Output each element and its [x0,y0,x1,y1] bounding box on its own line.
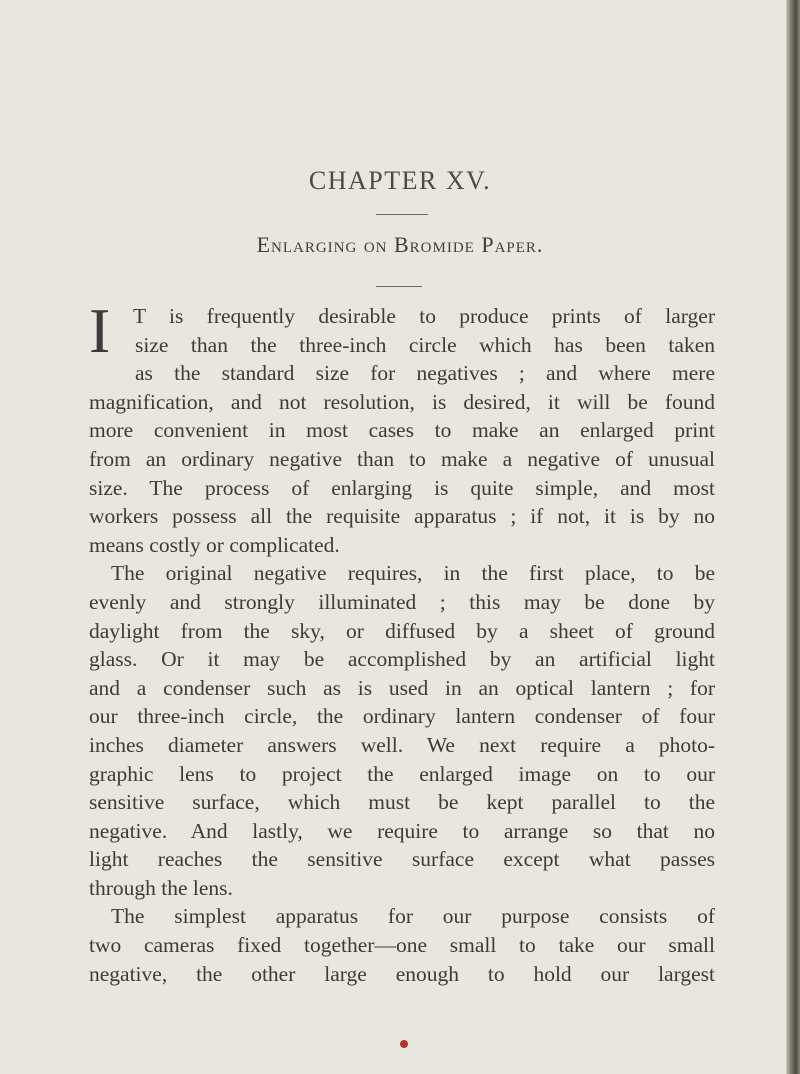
title-divider [376,214,428,215]
text-line: two cameras fixed together—one small to take our small [89,933,715,958]
drop-cap: I [89,295,111,366]
ink-spot [400,1040,408,1048]
book-page-edge [786,0,800,1074]
text-line: sensitive surface, which must be kept parallel to the [89,790,715,815]
text-line: T is frequently desirable to produce prints of larger [133,304,715,328]
text-line: size than the three-inch circle which has been taken [135,332,715,357]
text-line: through the lens. [89,875,233,900]
text-line: evenly and strongly illuminated ; this may be done by [89,589,715,614]
text-line: The original negative requires, in the first place, to be [111,561,715,586]
text-line: workers possess all the requisite apparatus ; if not, it is by no [89,504,715,529]
text-line: as the standard size for negatives ; and where mere [135,361,715,386]
text-line: glass. Or it may be accomplished by an artificial light [89,647,715,672]
section-title: Enlarging on Bromide Paper. [256,232,544,257]
text-line: more convenient in most cases to make an enlarged print [89,418,715,443]
text-line: size. The process of enlarging is quite simple, and most [89,475,715,500]
text-line: The simplest apparatus for our purpose consists of [111,904,715,929]
text-line: inches diameter answers well. We next require a photo- [89,732,715,757]
text-line: negative. And lastly, we require to arrange so that no [89,818,715,843]
text-line: daylight from the sky, or diffused by a sheet of ground [89,618,715,643]
body-text [89,295,715,988]
text-line: magnification, and not resolution, is desired, it will be found [89,389,715,414]
section-divider [376,286,422,287]
text-line: our three-inch circle, the ordinary lantern condenser of four [89,704,715,729]
text-line: graphic lens to project the enlarged image on to our [89,761,715,786]
text-line: means costly or complicated. [89,532,340,557]
text-line: and a condenser such as is used in an optical lantern ; for [89,675,715,700]
text-line: from an ordinary negative than to make a negative of unusual [89,446,715,471]
text-line: negative, the other large enough to hold our largest [89,961,715,986]
text-line: light reaches the sensitive surface except what passes [89,847,715,872]
chapter-title: CHAPTER XV. [308,166,492,195]
